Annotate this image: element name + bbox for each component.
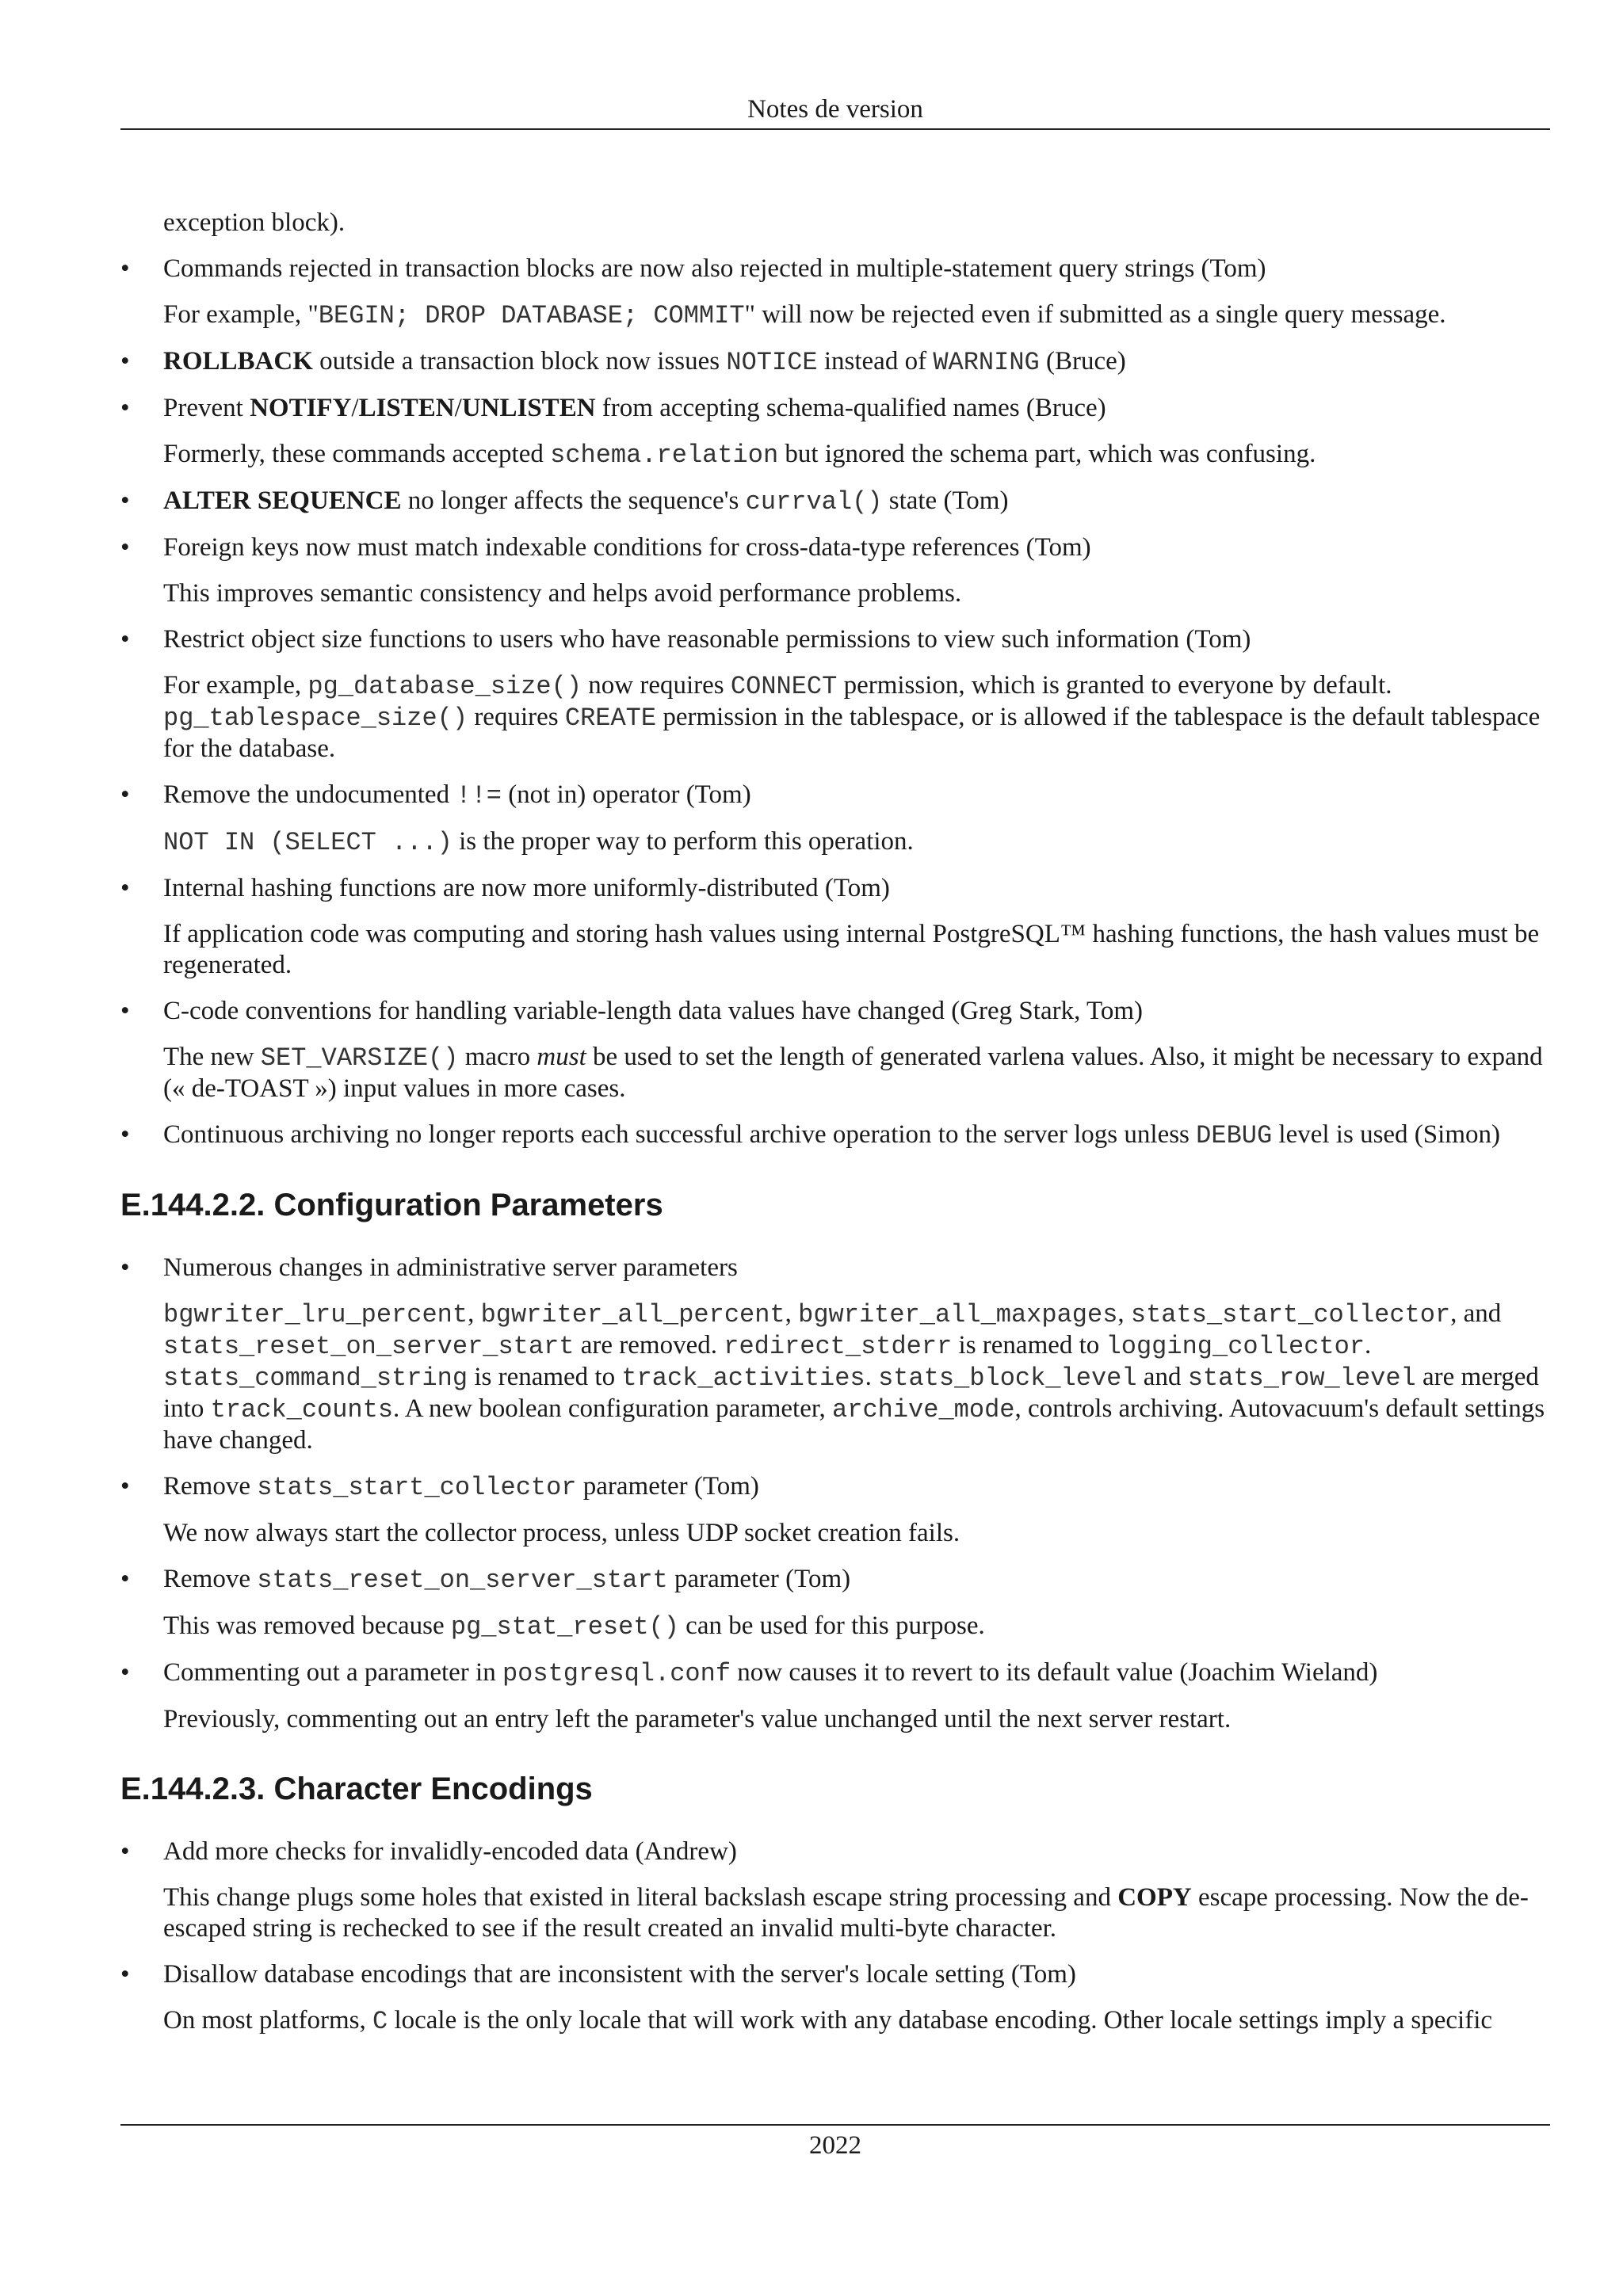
list-item [120, 624, 1550, 655]
list-item-text: Add more checks for invalidly-encoded data (Andrew) [163, 1837, 737, 1866]
list-item-text: Numerous changes in administrative server parameters [163, 1253, 738, 1282]
header-rule [120, 128, 1550, 130]
list-item-detail: This change plugs some holes that existed in literal backslash escape string processing and COPY escape processing. Now the de-escaped string is rechecked to see if the result created an invalid multi-byte character. [163, 1883, 1529, 1943]
page-body [120, 208, 1550, 2052]
list-item-text: Disallow database encodings that are inconsistent with the server's locale setting (Tom) [163, 1960, 1076, 1989]
list-item [120, 532, 1550, 563]
list-item-text: Restrict object size functions to users who have reasonable permissions to view such information (Tom) [163, 625, 1251, 654]
list-item [120, 996, 1550, 1027]
list-item-text: Commenting out a parameter in postgresql.conf now causes it to revert to its default value (Joachim Wieland) [163, 1658, 1378, 1688]
list-item-text: Foreign keys now must match indexable conditions for cross-data-type references (Tom) [163, 533, 1091, 562]
bullet-icon: • [120, 1658, 130, 1687]
list-item-text: ROLLBACK outside a transaction block now issues NOTICE instead of WARNING (Bruce) [163, 347, 1126, 377]
list-item-detail: If application code was computing and storing hash values using internal PostgreSQL™ hashing functions, the hash values must be regenerated. [163, 920, 1540, 979]
list-item-text: Remove stats_start_collector parameter (Tom) [163, 1472, 759, 1502]
page-number: 2022 [809, 2131, 861, 2160]
list-item [120, 1836, 1550, 1867]
list-item-text: ALTER SEQUENCE no longer affects the sequence's currval() state (Tom) [163, 486, 1009, 517]
section-heading: E.144.2.3. Character Encodings [120, 1772, 593, 1806]
bullet-icon: • [120, 997, 130, 1025]
list-item [120, 1119, 1550, 1151]
bullet-icon: • [120, 1837, 130, 1866]
section-heading: E.144.2.2. Configuration Parameters [120, 1188, 663, 1222]
list-item [120, 1657, 1550, 1689]
bullet-icon: • [120, 1253, 130, 1282]
list-item-text: Continuous archiving no longer reports each successful archive operation to the server logs unless DEBUG level is used (Simon) [163, 1120, 1500, 1150]
bullet-icon: • [120, 625, 130, 654]
list-item-detail: NOT IN (SELECT ...) is the proper way to perform this operation. [163, 827, 914, 857]
list-item [120, 486, 1550, 517]
list-item-detail: Previously, commenting out an entry left the parameter's value unchanged until the next server restart. [163, 1705, 1232, 1733]
bullet-icon: • [120, 1565, 130, 1593]
list-item-detail: We now always start the collector process, unless UDP socket creation fails. [163, 1519, 960, 1547]
list-item-detail: This improves semantic consistency and helps avoid performance problems. [163, 579, 962, 608]
footer-rule [120, 2124, 1550, 2126]
running-header: Notes de version [747, 95, 923, 124]
list-item-detail: This was removed because pg_stat_reset() can be used for this purpose. [163, 1611, 985, 1642]
bullet-icon: • [120, 1120, 130, 1149]
list-item [120, 1253, 1550, 1283]
bullet-icon: • [120, 347, 130, 376]
list-item-detail: For example, "BEGIN; DROP DATABASE; COMMIT" will now be rejected even if submitted as a single query message. [163, 300, 1446, 330]
list-item-text: Remove stats_reset_on_server_start parameter (Tom) [163, 1565, 851, 1595]
bullet-icon: • [120, 394, 130, 422]
list-item [120, 346, 1550, 378]
list-item [120, 873, 1550, 904]
bullet-icon: • [120, 1472, 130, 1501]
list-item-text: Commands rejected in transaction blocks are now also rejected in multiple-statement query strings (Tom) [163, 254, 1266, 283]
list-item [120, 1959, 1550, 1990]
list-item [120, 780, 1550, 811]
list-item-text: Prevent NOTIFY/LISTEN/UNLISTEN from accepting schema-qualified names (Bruce) [163, 394, 1106, 422]
list-item [120, 393, 1550, 424]
continued-paragraph: exception block). [163, 208, 346, 237]
list-item-text: Internal hashing functions are now more uniformly-distributed (Tom) [163, 874, 890, 902]
list-item [120, 254, 1550, 284]
bullet-icon: • [120, 874, 130, 902]
bullet-icon: • [120, 486, 130, 515]
list-item-text: Remove the undocumented !!= (not in) operator (Tom) [163, 780, 751, 810]
list-item-detail: On most platforms, C locale is the only locale that will work with any database encoding. Other locale settings imply a specific [163, 2006, 1493, 2036]
list-item-detail: Formerly, these commands accepted schema.relation but ignored the schema part, which was confusing. [163, 440, 1316, 470]
bullet-icon: • [120, 1960, 130, 1989]
list-item-detail: The new SET_VARSIZE() macro must be used to set the length of generated varlena values. Also, it might be necessary to expand (« de-TOAST ») input values in more cases. [163, 1043, 1543, 1103]
bullet-icon: • [120, 254, 130, 283]
bullet-icon: • [120, 780, 130, 809]
list-item-text: C-code conventions for handling variable-length data values have changed (Greg Stark, Tom) [163, 997, 1144, 1025]
list-item [120, 1471, 1550, 1503]
list-item-detail: bgwriter_lru_percent, bgwriter_all_percent, bgwriter_all_maxpages, stats_start_collector, and stats_reset_on_server_start are removed. redirect_stderr is renamed to logging_collector. stats_command_string is renamed to track_activities. stats_block_level and stats_row_level are merged into track_counts. A new boolean configuration parameter, archive_mode, controls archiving. Autovacuum's default settings have changed. [163, 1299, 1545, 1455]
list-item [120, 1564, 1550, 1596]
list-item-detail: For example, pg_database_size() now requires CONNECT permission, which is granted to everyone by default. pg_tablespace_size() requires CREATE permission in the tablespace, or is allowed if the tablespace is the default tablespace for the database. [163, 671, 1541, 763]
bullet-icon: • [120, 533, 130, 562]
